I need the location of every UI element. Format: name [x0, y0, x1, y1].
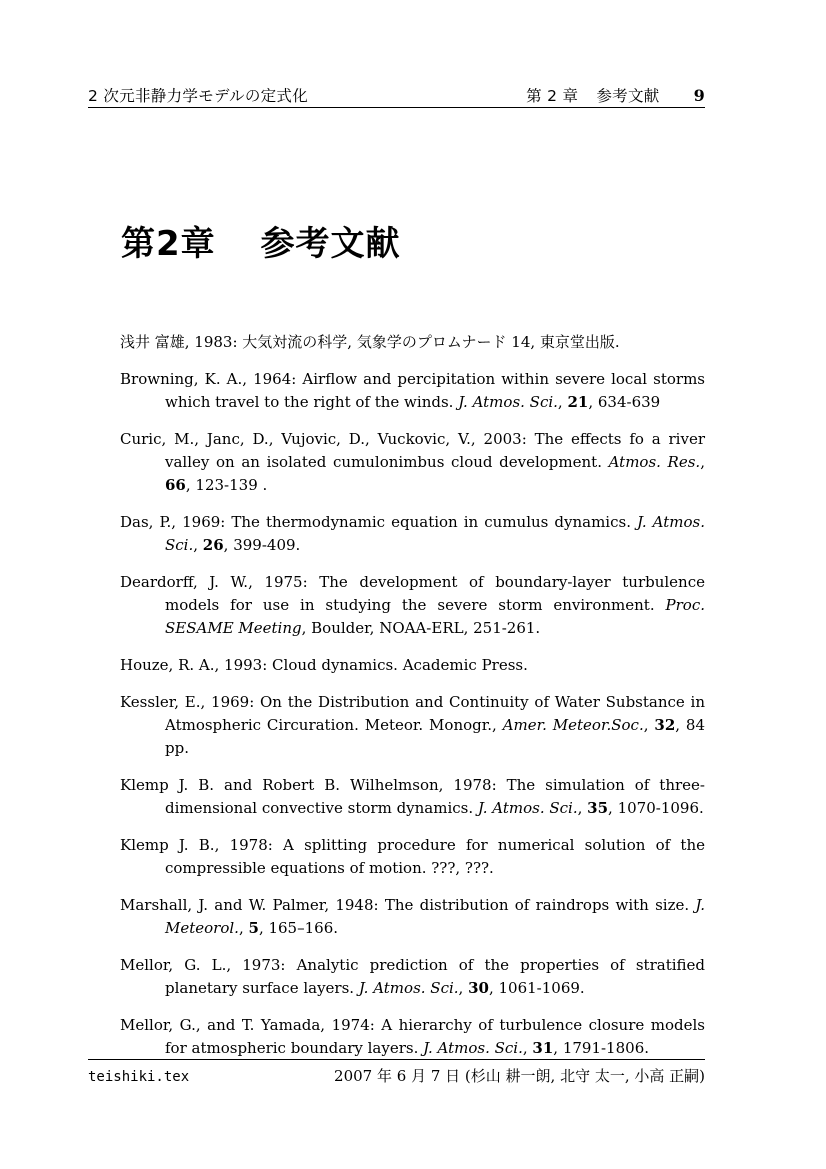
text-run: ,: [522, 1039, 533, 1057]
text-run: J. Atmos. Sci.: [358, 979, 459, 997]
text-run: Kessler, E., 1969: On the Distribution and Continuity of Water Substance in Atmospheric Circuration. Meteor. Monogr.,: [120, 693, 705, 734]
text-run: 66: [165, 476, 186, 494]
text-run: , 1061-1069.: [488, 979, 585, 997]
text-run: 30: [468, 979, 489, 997]
reference-entry: [120, 331, 705, 354]
reference-entry: [120, 774, 705, 820]
reference-entry: [120, 1014, 705, 1060]
text-run: Browning, K. A., 1964: Airflow and percipitation within severe local storms which travel to the right of the winds.: [120, 370, 705, 411]
text-run: Klemp J. B., 1978: A splitting procedure for numerical solution of the compressible equations of motion. ???, ???.: [120, 836, 705, 877]
text-run: Houze, R. A., 1993: Cloud dynamics. Academic Press.: [120, 656, 528, 674]
text-run: , 165–166.: [258, 919, 339, 937]
text-run: 浅井 富雄, 1983: 大気対流の科学, 気象学のプロムナード 14, 東京堂出版.: [120, 333, 620, 351]
text-run: , 399-409.: [223, 536, 301, 554]
text-run: , Boulder, NOAA-ERL, 251-261.: [301, 619, 541, 637]
text-run: Marshall, J. and W. Palmer, 1948: The distribution of raindrops with size.: [120, 896, 696, 914]
text-run: ,: [458, 979, 469, 997]
text-run: Atmos. Res.: [608, 453, 701, 471]
header-chapter-label: 第 2 章: [526, 87, 579, 105]
chapter-title: 参考文献: [260, 224, 401, 264]
text-run: 35: [587, 799, 609, 817]
text-run: , 634-639: [588, 393, 661, 411]
reference-entry: [120, 428, 705, 497]
reference-list: [120, 331, 705, 1060]
footer-rule: [88, 1059, 705, 1060]
reference-entry: [120, 368, 705, 414]
text-run: Amer. Meteor.Soc.: [502, 716, 644, 734]
text-run: Mellor, G. L., 1973: Analytic prediction of the properties of stratified planetary surface layers.: [120, 956, 705, 997]
text-run: Curic, M., Janc, D., Vujovic, D., Vuckovic, V., 2003: The effects fo a river valley on an isolated cumulonimbus cloud development.: [120, 430, 705, 471]
header-right: [526, 84, 705, 106]
text-run: J. Meteorol.: [165, 896, 705, 937]
header-rule: [88, 107, 705, 108]
text-run: ,: [193, 536, 203, 554]
footer-filename: teishiki.tex: [88, 1069, 190, 1085]
text-run: 5: [248, 919, 259, 937]
reference-entry: [120, 691, 705, 760]
text-run: , 1070-1096.: [608, 799, 704, 817]
reference-entry: [120, 654, 705, 677]
text-run: ,: [238, 919, 249, 937]
header-left-title: 2 次元非静力学モデルの定式化: [88, 87, 309, 105]
text-run: Das, P., 1969: The thermodynamic equation in cumulus dynamics.: [120, 513, 638, 531]
page-header: [88, 84, 705, 106]
text-run: ,: [643, 716, 655, 734]
chapter-heading: [121, 216, 401, 265]
text-run: ,: [700, 453, 705, 471]
header-page-number: 9: [693, 86, 705, 105]
text-run: 31: [532, 1039, 554, 1057]
text-run: , 84 pp.: [165, 716, 705, 757]
chapter-number: 第2章: [121, 224, 216, 264]
text-run: J. Atmos. Sci.: [423, 1039, 523, 1057]
reference-entry: [120, 894, 705, 940]
text-run: , 1791-1806.: [553, 1039, 650, 1057]
reference-entry: [120, 954, 705, 1000]
text-run: 26: [202, 536, 224, 554]
text-run: J. Atmos. Sci.: [477, 799, 578, 817]
page-footer: [88, 1065, 705, 1086]
text-run: , 123-139 .: [185, 476, 268, 494]
text-run: Proc. SESAME Meeting: [165, 596, 705, 637]
text-run: 21: [567, 393, 589, 411]
text-run: J. Atmos. Sci.: [165, 513, 705, 554]
header-section-label: 参考文献: [596, 87, 660, 105]
text-run: Klemp J. B. and Robert B. Wilhelmson, 1978: The simulation of three-dimensional convective storm dynamics.: [120, 776, 705, 817]
text-run: Deardorff, J. W., 1975: The development of boundary-layer turbulence models for use in studying the severe storm environment.: [120, 573, 705, 614]
text-run: 32: [654, 716, 676, 734]
reference-entry: [120, 571, 705, 640]
text-run: J. Atmos. Sci.: [458, 393, 558, 411]
text-run: ,: [557, 393, 568, 411]
text-run: Mellor, G., and T. Yamada, 1974: A hierarchy of turbulence closure models for atmospheric boundary layers.: [120, 1016, 705, 1057]
text-run: ,: [577, 799, 588, 817]
footer-date-authors: 2007 年 6 月 7 日 (杉山 耕一朗, 北守 太一, 小高 正嗣): [334, 1067, 705, 1085]
reference-entry: [120, 834, 705, 880]
reference-entry: [120, 511, 705, 557]
